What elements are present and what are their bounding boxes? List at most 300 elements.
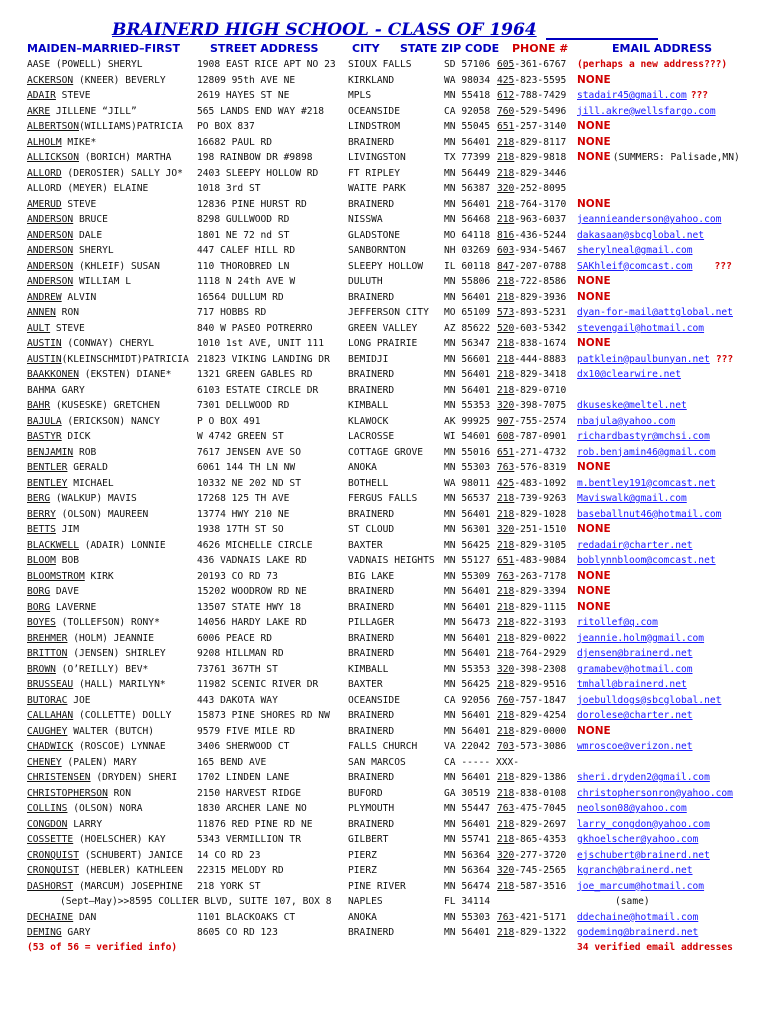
email-link[interactable]: larry_congdon@yahoo.com	[577, 818, 710, 830]
phone-area-code: 218	[497, 617, 515, 628]
table-row	[0, 197, 770, 213]
member-name	[27, 274, 131, 290]
member-given-name: DICK	[61, 431, 91, 442]
city: PIERZ	[348, 849, 377, 861]
state-zip: CA ----- XXX-	[444, 756, 520, 768]
street-address: 15873 PINE SHORES RD NW	[197, 710, 330, 721]
member-name	[27, 228, 102, 244]
state-zip: MN 56401	[444, 818, 491, 830]
table-row	[0, 383, 770, 399]
phone-area-code: 651	[497, 446, 515, 458]
email-link[interactable]: stadair45@gmail.com	[577, 90, 687, 101]
table-row	[0, 863, 770, 879]
member-name	[27, 352, 189, 368]
email-link[interactable]: gramabev@hotmail.com	[577, 663, 693, 675]
none-label: NONE	[577, 290, 611, 303]
phone-area-code: 816	[497, 229, 515, 241]
member-surname: DASHORST	[27, 880, 74, 892]
member-given-name: LARRY	[67, 818, 103, 830]
member-given-name: (KUSESKE) GRETCHEN	[50, 400, 160, 411]
member-name	[27, 584, 79, 600]
member-name	[27, 150, 171, 166]
member-name	[27, 801, 143, 817]
member-given-name: (MARCUM) JOSEPHINE	[73, 880, 183, 892]
question-marks: ???	[714, 260, 732, 272]
phone-area-code: 218	[497, 508, 515, 520]
phone-number	[497, 646, 566, 662]
table-row	[0, 615, 770, 631]
phone-area-code: 218	[497, 291, 515, 303]
none-label: NONE	[577, 135, 611, 148]
state-zip: MN 56449	[444, 167, 491, 179]
street-address: W 4742 GREEN ST	[197, 431, 284, 442]
street-address: 9579 FIVE MILE RD	[197, 725, 296, 737]
member-name	[27, 553, 79, 569]
table-row	[0, 724, 770, 740]
member-surname: BRITTON	[27, 648, 68, 659]
phone-local: -529-5496	[514, 105, 567, 117]
street-address: 565 LANDS END WAY #218	[197, 105, 325, 117]
email-link[interactable]: nbajula@yahoo.com	[577, 415, 676, 427]
street-address: 7301 DELLWOOD RD	[197, 400, 290, 411]
phone-local: -444-8883	[514, 353, 567, 365]
table-row	[0, 631, 770, 647]
state-zip: MN 56401	[444, 291, 491, 303]
city: BEMIDJI	[348, 353, 389, 365]
header-city: CITY	[352, 42, 380, 55]
member-surname: BAAKKONEN	[27, 369, 79, 380]
email-cell	[577, 259, 732, 275]
phone-number	[497, 352, 566, 368]
city: GREEN VALLEY	[348, 322, 418, 334]
phone-area-code: 603	[497, 245, 515, 256]
phone-area-code: 218	[497, 601, 515, 613]
email-cell	[577, 197, 611, 213]
email-link[interactable]: Maviswalk@gmail.com	[577, 493, 687, 504]
member-name	[27, 367, 171, 383]
city: FALLS CHURCH	[348, 741, 418, 752]
email-cell	[577, 863, 693, 879]
state-zip: MN 56401	[444, 601, 491, 613]
city: BRAINERD	[348, 508, 395, 520]
city: BRAINERD	[348, 601, 395, 613]
email-cell	[577, 925, 698, 941]
state-zip: MN 55303	[444, 462, 491, 473]
title-underline	[546, 38, 658, 40]
member-name	[27, 755, 137, 771]
state-zip: MN 56347	[444, 338, 491, 349]
email-link[interactable]: ritollef@q.com	[577, 617, 658, 628]
street-address: 8298 GULLWOOD RD	[197, 214, 290, 225]
phone-number	[497, 398, 566, 414]
email-cell	[577, 290, 611, 306]
state-zip: MN 55447	[444, 803, 491, 814]
phone-area-code: 763	[497, 570, 515, 582]
none-label: NONE	[577, 275, 611, 287]
phone-local: -436-5244	[514, 229, 567, 241]
phone-local: -398-2308	[514, 663, 567, 675]
member-given-name: GARY	[61, 927, 91, 938]
email-link[interactable]: rob.benjamin46@gmail.com	[577, 446, 716, 458]
email-link[interactable]: dyan-for-mail@attglobal.net	[577, 307, 733, 318]
phone-area-code: 218	[497, 214, 515, 225]
street-address: 3406 SHERWOOD CT	[197, 741, 290, 752]
member-name	[27, 135, 96, 151]
member-name	[27, 88, 91, 104]
roster-table	[0, 57, 770, 941]
table-row	[0, 708, 770, 724]
phone-number	[497, 383, 566, 399]
email-link[interactable]: ddechaine@hotmail.com	[577, 911, 699, 923]
member-surname: ALLICKSON	[27, 152, 79, 163]
email-link[interactable]: godeming@brainerd.net	[577, 927, 699, 938]
member-name	[27, 57, 143, 73]
table-row	[0, 832, 770, 848]
phone-local: -822-3193	[514, 617, 567, 628]
email-link[interactable]: dx10@clearwire.net	[577, 369, 681, 380]
member-given-name: (KNEER) BEVERLY	[73, 74, 166, 86]
member-surname: CALLAHAN	[27, 710, 74, 721]
member-name	[27, 848, 183, 864]
email-link[interactable]: neolson08@yahoo.com	[577, 803, 687, 814]
street-address: 1908 EAST RICE APT NO 23	[197, 59, 336, 70]
phone-number	[497, 662, 566, 678]
none-label: NONE	[577, 724, 611, 737]
table-row	[0, 73, 770, 89]
member-name	[27, 507, 148, 523]
member-surname: BLOOMSTROM	[27, 570, 85, 582]
email-cell	[577, 150, 740, 166]
city: PIERZ	[348, 865, 377, 876]
member-given-name: JIM	[55, 524, 79, 535]
none-label: NONE	[577, 120, 611, 132]
phone-number	[497, 88, 566, 104]
phone-area-code: 651	[497, 555, 515, 566]
street-address: 447 CALEF HILL RD	[197, 245, 296, 256]
email-link[interactable]: jeannieanderson@yahoo.com	[577, 214, 722, 225]
phone-number	[497, 615, 566, 631]
state-zip: MN 55806	[444, 276, 491, 287]
member-surname: BAHR	[27, 400, 51, 411]
city: OCEANSIDE	[348, 694, 400, 706]
email-cell	[577, 615, 658, 631]
phone-local: -829-9818	[514, 152, 567, 163]
email-cell	[577, 910, 698, 926]
table-row	[0, 243, 770, 259]
street-address: 436 VADNAIS LAKE RD	[197, 555, 307, 566]
phone-local: -252-8095	[514, 183, 567, 194]
table-row	[0, 646, 770, 662]
none-label: NONE	[577, 197, 611, 210]
member-name	[27, 414, 160, 430]
email-link[interactable]: wmroscoe@verizon.net	[577, 741, 693, 752]
phone-area-code: 218	[497, 927, 515, 938]
street-address: 6103 ESTATE CIRCLE DR	[197, 384, 319, 396]
phone-number	[497, 290, 566, 306]
email-cell	[577, 507, 721, 523]
member-given-name: (CONWAY) CHERYL	[61, 338, 155, 349]
member-name	[27, 305, 79, 321]
street-address: 840 W PASEO POTRERRO	[197, 322, 313, 334]
member-surname: CRONQUIST	[27, 849, 79, 861]
email-cell	[577, 770, 710, 786]
phone-local: -739-9263	[514, 493, 567, 504]
state-zip: AZ 85622	[444, 322, 491, 334]
email-link[interactable]: stevengail@hotmail.com	[577, 322, 705, 334]
email-link[interactable]: dorolese@charter.net	[577, 710, 693, 721]
phone-number	[497, 181, 566, 197]
phone-local: -829-1322	[514, 927, 567, 938]
member-name	[27, 708, 171, 724]
phone-local: -361-6767	[514, 59, 567, 70]
member-surname: BUTORAC	[27, 694, 68, 706]
member-surname: CHADWICK	[27, 741, 74, 752]
email-link[interactable]: redadair@charter.net	[577, 539, 693, 551]
member-given-name: JILLENE “JILL”	[50, 105, 137, 117]
city: BRAINERD	[348, 927, 395, 938]
member-surname: ANDERSON	[27, 214, 74, 225]
city: BRAINERD	[348, 725, 395, 737]
member-surname: BRUSSEAU	[27, 679, 74, 690]
city: LACROSSE	[348, 431, 395, 442]
table-row	[0, 259, 770, 275]
email-cell	[577, 646, 693, 662]
member-surname: AMERUD	[27, 198, 62, 210]
table-row	[0, 538, 770, 554]
city: ANOKA	[348, 911, 377, 923]
state-zip: MO 65109	[444, 307, 491, 318]
member-surname: BENJAMIN	[27, 446, 74, 458]
street-address: 11982 SCENIC RIVER DR	[197, 679, 319, 690]
phone-number	[497, 600, 566, 616]
member-given-name: (BORICH) MARTHA	[78, 152, 172, 163]
phone-local: -475-7045	[514, 803, 567, 814]
email-link[interactable]: joebulldogs@sbcglobal.net	[577, 694, 722, 706]
member-surname: BROWN	[27, 663, 56, 675]
city: ANOKA	[348, 462, 377, 473]
table-row	[0, 274, 770, 290]
email-link[interactable]: dkuseske@meltel.net	[577, 400, 687, 411]
city: BRAINERD	[348, 632, 395, 644]
email-link[interactable]: richardbastyr@mchsi.com	[577, 431, 710, 442]
city: GLADSTONE	[348, 229, 400, 241]
phone-local: -823-5595	[514, 74, 567, 86]
email-link[interactable]: patklein@paulbunyan.net	[577, 353, 710, 365]
phone-number	[497, 305, 566, 321]
city: KIMBALL	[348, 663, 389, 675]
phone-area-code: 218	[497, 632, 515, 644]
street-address: 13507 STATE HWY 18	[197, 601, 301, 613]
phone-area-code: 218	[497, 493, 515, 504]
state-zip: MN 56473	[444, 617, 491, 628]
phone-number	[497, 863, 566, 879]
table-row	[0, 925, 770, 941]
city: LONG PRAIRIE	[348, 338, 418, 349]
phone-number	[497, 429, 566, 445]
city: BRAINERD	[348, 772, 395, 783]
phone-number	[497, 569, 566, 585]
state-zip: MN 56401	[444, 136, 491, 148]
member-surname: DECHAINE	[27, 911, 74, 923]
header-phone: PHONE #	[512, 42, 569, 55]
phone-area-code: 320	[497, 400, 515, 411]
street-address: 14056 HARDY LAKE RD	[197, 617, 307, 628]
city: LIVINGSTON	[348, 152, 406, 163]
city: BRAINERD	[348, 384, 395, 396]
email-link[interactable]: ejschubert@brainerd.net	[577, 849, 710, 861]
street-address: P O BOX 491	[197, 415, 261, 427]
phone-local: -829-3936	[514, 291, 567, 303]
phone-area-code: 605	[497, 59, 515, 70]
member-given-name: MIKE*	[61, 136, 97, 148]
state-zip: TX 77399	[444, 152, 491, 163]
street-address: 20193 CO RD 73	[197, 570, 278, 582]
street-address: 165 BEND AVE	[197, 756, 267, 768]
table-row	[0, 491, 770, 507]
street-address: 14 CO RD 23	[197, 849, 261, 861]
state-zip: MN 56401	[444, 508, 491, 520]
email-link[interactable]: jeannie.holm@gmail.com	[577, 632, 705, 644]
email-link[interactable]: tmhall@brainerd.net	[577, 679, 687, 690]
member-given-name: DAVE	[50, 586, 79, 597]
phone-number	[497, 57, 566, 73]
email-link[interactable]: djensen@brainerd.net	[577, 648, 693, 659]
phone-area-code: 763	[497, 911, 515, 923]
phone-local: -829-3105	[514, 539, 567, 551]
street-address: 8605 CO RD 123	[197, 927, 278, 938]
email-link[interactable]: sheri.dryden2@gmail.com	[577, 772, 710, 783]
phone-area-code: 320	[497, 663, 515, 675]
phone-number	[497, 739, 566, 755]
city: BOTHELL	[348, 477, 389, 489]
street-address: 2150 HARVEST RIDGE	[197, 787, 301, 799]
phone-local: -838-0108	[514, 787, 567, 799]
phone-local: -788-7429	[514, 90, 567, 101]
phone-number	[497, 259, 566, 275]
phone-number	[497, 832, 566, 848]
phone-number	[497, 631, 566, 647]
member-given-name: (HOELSCHER) KAY	[73, 834, 166, 845]
state-zip: SD 57106	[444, 59, 491, 70]
member-surname: BERRY	[27, 508, 56, 520]
table-row	[0, 522, 770, 538]
city: FERGUS FALLS	[348, 493, 418, 504]
email-link[interactable]: jill.akre@wellsfargo.com	[577, 105, 716, 117]
state-zip: MN 56301	[444, 524, 491, 535]
email-link[interactable]: joe_marcum@hotmail.com	[577, 880, 705, 892]
phone-area-code: 218	[497, 710, 515, 721]
table-row	[0, 166, 770, 182]
member-surname: COLLINS	[27, 803, 68, 814]
phone-number	[497, 879, 566, 895]
question-marks: ???	[715, 353, 734, 365]
member-given-name: (TOLLEFSON) RONY*	[55, 617, 160, 628]
email-cell	[577, 848, 710, 864]
phone-number	[497, 414, 566, 430]
state-zip: MN 56425	[444, 679, 491, 690]
member-name	[27, 662, 148, 678]
street-address: 11876 RED PINE RD NE	[197, 818, 313, 830]
none-label: NONE	[577, 569, 611, 582]
member-surname: AASE	[27, 59, 51, 70]
state-zip: CA 92058	[444, 105, 491, 117]
member-name	[27, 197, 96, 213]
street-address: 4626 MICHELLE CIRCLE	[197, 539, 313, 551]
email-cell	[577, 367, 681, 383]
table-row	[0, 507, 770, 523]
member-given-name: (PALEN) MARY	[61, 756, 137, 768]
email-cell	[577, 352, 733, 368]
phone-number	[497, 460, 566, 476]
table-row	[0, 755, 770, 771]
table-row	[0, 662, 770, 678]
street-address: 21823 VIKING LANDING DR	[197, 353, 330, 365]
email-link[interactable]: kgranch@brainerd.net	[577, 865, 693, 876]
phone-local: -277-3720	[514, 849, 567, 861]
member-name	[27, 398, 160, 414]
email-link[interactable]: boblynnbloom@comcast.net	[577, 555, 716, 566]
email-link[interactable]: sherylneal@gmail.com	[577, 245, 693, 256]
city: PILLAGER	[348, 617, 395, 628]
phone-number	[497, 166, 566, 182]
street-address: 443 DAKOTA WAY	[197, 694, 278, 706]
member-given-name: STEVE	[61, 198, 97, 210]
none-label: NONE	[577, 523, 611, 535]
phone-number	[497, 336, 566, 352]
phone-area-code: 907	[497, 415, 515, 427]
email-link[interactable]: christophersonron@yahoo.com	[577, 787, 733, 799]
table-row	[0, 786, 770, 802]
member-given-name: JOE	[67, 694, 91, 706]
phone-local: -865-4353	[514, 834, 567, 845]
email-link[interactable]: gkhoelscher@yahoo.com	[577, 834, 699, 845]
city: PINE RIVER	[348, 880, 406, 892]
phone-area-code: 218	[497, 167, 515, 179]
state-zip: MN 56401	[444, 384, 491, 396]
member-given-name: (OLSON) MAUREEN	[55, 508, 149, 520]
email-link[interactable]: baseballnut46@hotmail.com	[577, 508, 722, 520]
table-row	[0, 181, 770, 197]
state-zip: VA 22042	[444, 741, 491, 752]
phone-local: -963-6037	[514, 214, 567, 225]
street-address: 2619 HAYES ST NE	[197, 90, 290, 101]
member-given-name: ROB	[73, 446, 97, 458]
member-surname: BAJULA	[27, 415, 62, 427]
email-cell	[577, 522, 611, 538]
street-address: 9208 HILLMAN RD	[197, 648, 284, 659]
phone-area-code: 847	[497, 260, 515, 272]
email-link[interactable]: dakasaan@sbcglobal.net	[577, 229, 705, 241]
email-cell	[577, 879, 704, 895]
email-link[interactable]: SAKhleif@comcast.com	[577, 260, 693, 272]
phone-area-code: 651	[497, 121, 515, 132]
state-zip: MN 55741	[444, 834, 491, 845]
city: BRAINERD	[348, 818, 395, 830]
email-link[interactable]: m.bentley191@comcast.net	[577, 477, 716, 489]
table-row	[0, 290, 770, 306]
phone-number	[497, 693, 566, 709]
state-zip: MN 55045	[444, 121, 491, 132]
member-given-name: (EKSTEN) DIANE*	[78, 369, 172, 380]
state-zip: MN 56401	[444, 927, 491, 938]
phone-area-code: 218	[497, 276, 515, 287]
phone-local: -934-5467	[514, 245, 567, 256]
member-name	[27, 910, 96, 926]
state-zip: MN 56364	[444, 865, 491, 876]
member-surname: ACKERSON	[27, 74, 74, 86]
phone-number	[497, 584, 566, 600]
phone-area-code: 218	[497, 648, 515, 659]
